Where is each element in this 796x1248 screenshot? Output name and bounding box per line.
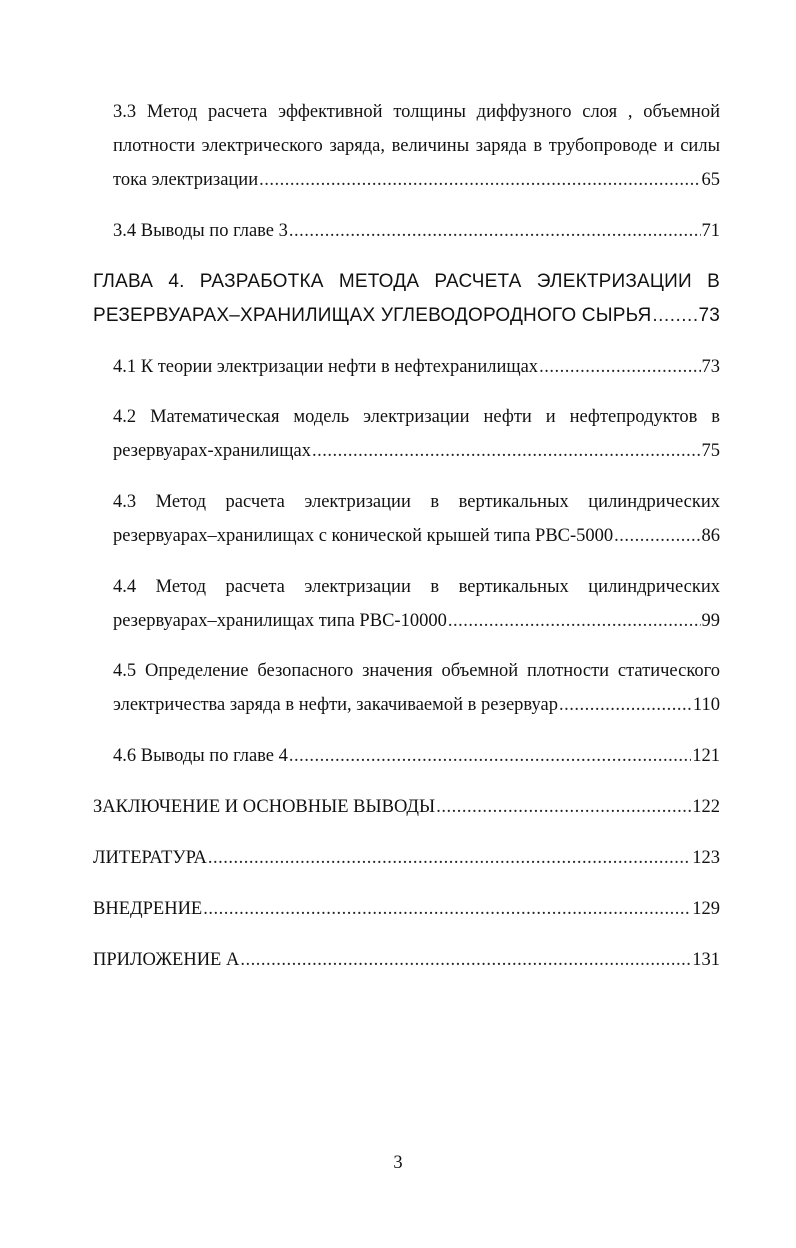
dot-leader xyxy=(448,604,701,638)
dot-leader xyxy=(240,943,691,977)
toc-entry-4-6 xyxy=(113,739,720,773)
toc-entry-4-5 xyxy=(113,654,720,722)
toc-entry-line: ГЛАВА 4. РАЗРАБОТКА МЕТОДА РАСЧЕТА ЭЛЕКТРИЗАЦИИ В xyxy=(93,271,720,292)
toc-entry-line: 4.4 Метод расчета электризации в вертикальных цилиндрических xyxy=(113,577,720,597)
toc-entry-last-line xyxy=(113,519,720,553)
dot-leader xyxy=(559,688,692,722)
dot-leader xyxy=(208,841,691,875)
toc-entry-text: РЕЗЕРВУАРАХ–ХРАНИЛИЩАХ УГЛЕВОДОРОДНОГО СЫРЬЯ xyxy=(93,305,652,326)
toc-entry-text: ВНЕДРЕНИЕ xyxy=(93,899,203,919)
toc-entry-text: 4.1 К теории электризации нефти в нефтехранилищах xyxy=(113,357,539,377)
dot-leader xyxy=(203,892,691,926)
toc-entry-3-3 xyxy=(113,95,720,197)
toc-entry-text: 3.4 Выводы по главе 3 xyxy=(113,221,288,241)
dot-leader xyxy=(652,299,697,333)
toc-entry-text: резервуарах–хранилищах типа РВС-10000 xyxy=(113,611,447,631)
dot-leader xyxy=(614,519,700,553)
toc-entry-last-line xyxy=(113,688,720,722)
toc-entry-4-2 xyxy=(113,400,720,468)
toc-entry-last-line xyxy=(113,434,720,468)
toc-entry-line: 4.5 Определение безопасного значения объемной плотности статического xyxy=(113,661,720,681)
toc-entry-text: ЛИТЕРАТУРА xyxy=(93,848,207,868)
toc-entry-text: резервуарах–хранилищах с конической крышей типа РВС-5000 xyxy=(113,526,614,546)
toc-page-ref: 71 xyxy=(701,221,720,241)
toc-entry-line: 4.2 Математическая модель электризации нефти и нефтепродуктов в xyxy=(113,407,720,427)
toc-entry-line: 4.3 Метод расчета электризации в вертикальных цилиндрических xyxy=(113,492,720,512)
toc-entry-4-4 xyxy=(113,570,720,638)
toc-entry-last-line xyxy=(113,163,720,197)
toc-entry-implementation xyxy=(93,892,720,926)
toc-page-ref: 73 xyxy=(701,357,720,377)
toc-entry-4-3 xyxy=(113,485,720,553)
toc-page-ref: 65 xyxy=(701,170,720,190)
toc-entry-literature xyxy=(93,841,720,875)
toc-entry-3-4 xyxy=(113,214,720,248)
toc-entry-text: электричества заряда в нефти, закачиваемой в резервуар xyxy=(113,695,558,715)
toc-entry-text: ЗАКЛЮЧЕНИЕ И ОСНОВНЫЕ ВЫВОДЫ xyxy=(93,797,436,817)
toc-page-ref: 123 xyxy=(692,848,720,868)
toc-entry-last-line xyxy=(113,604,720,638)
toc-entry-text: ПРИЛОЖЕНИЕ А xyxy=(93,950,240,970)
toc-entry-conclusion xyxy=(93,790,720,824)
dot-leader xyxy=(312,434,701,468)
toc-page-ref: 110 xyxy=(692,695,720,715)
toc-entry-text: 4.6 Выводы по главе 4 xyxy=(113,746,288,766)
toc-entry-text: тока электризации xyxy=(113,170,259,190)
toc-chapter-4 xyxy=(93,265,720,333)
toc-entry-line: 3.3 Метод расчета эффективной толщины диффузного слоя , объемной xyxy=(113,102,720,122)
page-number: 3 xyxy=(393,1153,403,1173)
dot-leader xyxy=(259,163,700,197)
toc-page-ref: 73 xyxy=(698,305,720,326)
dot-leader xyxy=(289,214,701,248)
toc-entry-text: резервуарах-хранилищах xyxy=(113,441,311,461)
toc-page-ref: 129 xyxy=(692,899,720,919)
dot-leader xyxy=(539,350,700,384)
toc-page-ref: 75 xyxy=(701,441,720,461)
toc-entry-line: плотности электрического заряда, величины заряда в трубопроводе и силы xyxy=(113,136,720,156)
toc-entry-4-1 xyxy=(113,350,720,384)
toc-page-ref: 121 xyxy=(692,746,720,766)
toc-page-ref: 122 xyxy=(692,797,720,817)
dot-leader xyxy=(436,790,691,824)
toc-page-ref: 86 xyxy=(701,526,720,546)
dot-leader xyxy=(289,739,691,773)
toc-page-ref: 131 xyxy=(692,950,720,970)
toc-page-ref: 99 xyxy=(701,611,720,631)
toc-entry-appendix xyxy=(93,943,720,977)
toc-entry-last-line xyxy=(93,299,720,333)
